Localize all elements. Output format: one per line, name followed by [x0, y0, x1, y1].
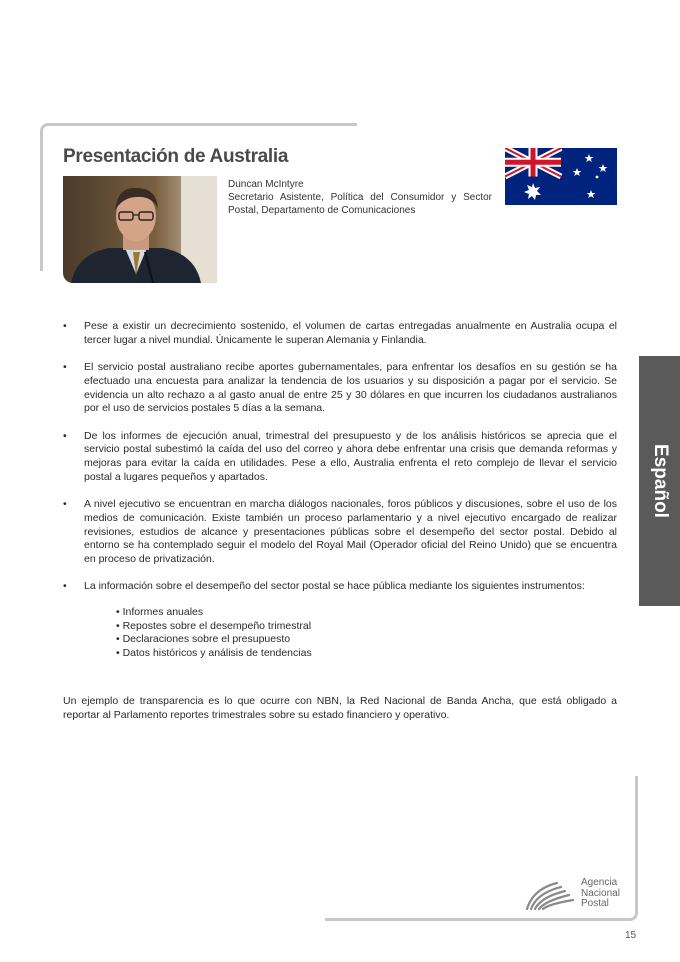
list-item: • A nivel ejecutivo se encuentran en marcha diálogos nacionales, foros públicos y discusiones, sobre el uso de los medios de comunicación. Existe también un proceso parlamentario y a nivel ejecutivo encargado de realizar revisiones, estudios de alcance y presentaciones públicas sobre el desempeño del sector postal. Debido al entorno se ha contemplado seguir el modelo del Royal Mail (Operador oficial del Reino Unido) que se encuentra en proceso de privatización. — [63, 498, 617, 567]
closing-paragraph: Un ejemplo de transparencia es lo que ocurre con NBN, la Red Nacional de Banda Ancha, que está obligado a reportar al Parlamento reportes trimestrales sobre su estado financiero y operativo. — [63, 694, 617, 721]
agency-logo — [523, 877, 633, 913]
list-item: • De los informes de ejecución anual, trimestral del presupuesto y de los análisis históricos se aprecia que el servicio postal subestimó la caída del uso del correo y ahora debe enfrentar una crisis que demanda reformas y mejoras para evitar la caída en utilidades. Pese a ello, Australia enfrenta el reto complejo de llevar el servicio postal a lugares pequeños y apartados. — [63, 430, 617, 485]
page-title: Presentación de Australia — [63, 146, 289, 167]
list-item-text: La información sobre el desempeño del sector postal se hace pública mediante los siguientes instrumentos: — [84, 580, 585, 593]
instruments-list — [84, 606, 617, 661]
language-tab-label: Español — [649, 444, 671, 518]
list-item: • Pese a existir un decrecimiento sostenido, el volumen de cartas entregadas anualmente en Australia ocupa el tercer lugar a nivel mundial. Únicamente le superan Alemania y Finlandia. — [63, 320, 617, 347]
language-tab — [639, 356, 680, 606]
instrument-item: • Declaraciones sobre el presupuesto — [116, 633, 291, 646]
agency-logo-text — [581, 878, 620, 910]
logo-line: Nacional — [581, 887, 620, 899]
speaker-name: Duncan McIntyre — [228, 179, 304, 190]
bullet-list — [63, 320, 617, 661]
main-content — [63, 320, 617, 733]
agency-logo-icon — [523, 877, 579, 913]
speaker-info — [228, 178, 492, 217]
logo-line: Postal — [581, 898, 609, 909]
speaker-photo — [63, 176, 217, 283]
list-item: • El servicio postal australiano recibe aportes gubernamentales, para enfrentar los desafíos en su gestión se ha efectuado una encuesta para analizar la tendencia de los usuarios y su disposición a pagar por el servicio. Se evidencia un alto rechazo a al gasto anual de entre 25 y 30 dólares en que incurren los ciudadanos australianos por el uso de servicios postales 5 días a la semana. — [63, 361, 617, 416]
instrument-item: • Repostes sobre el desempeño trimestral — [116, 619, 312, 632]
instrument-item: • Informes anuales — [116, 606, 204, 618]
australia-flag-icon — [505, 148, 617, 205]
page-number: 15 — [625, 930, 637, 941]
list-item — [63, 580, 617, 661]
speaker-role: Secretario Asistente, Política del Consumidor y Sector Postal, Departamento de Comunicaciones — [228, 192, 492, 216]
instrument-item: • Datos históricos y análisis de tendencias — [116, 647, 312, 660]
logo-line: Agencia — [581, 877, 618, 888]
